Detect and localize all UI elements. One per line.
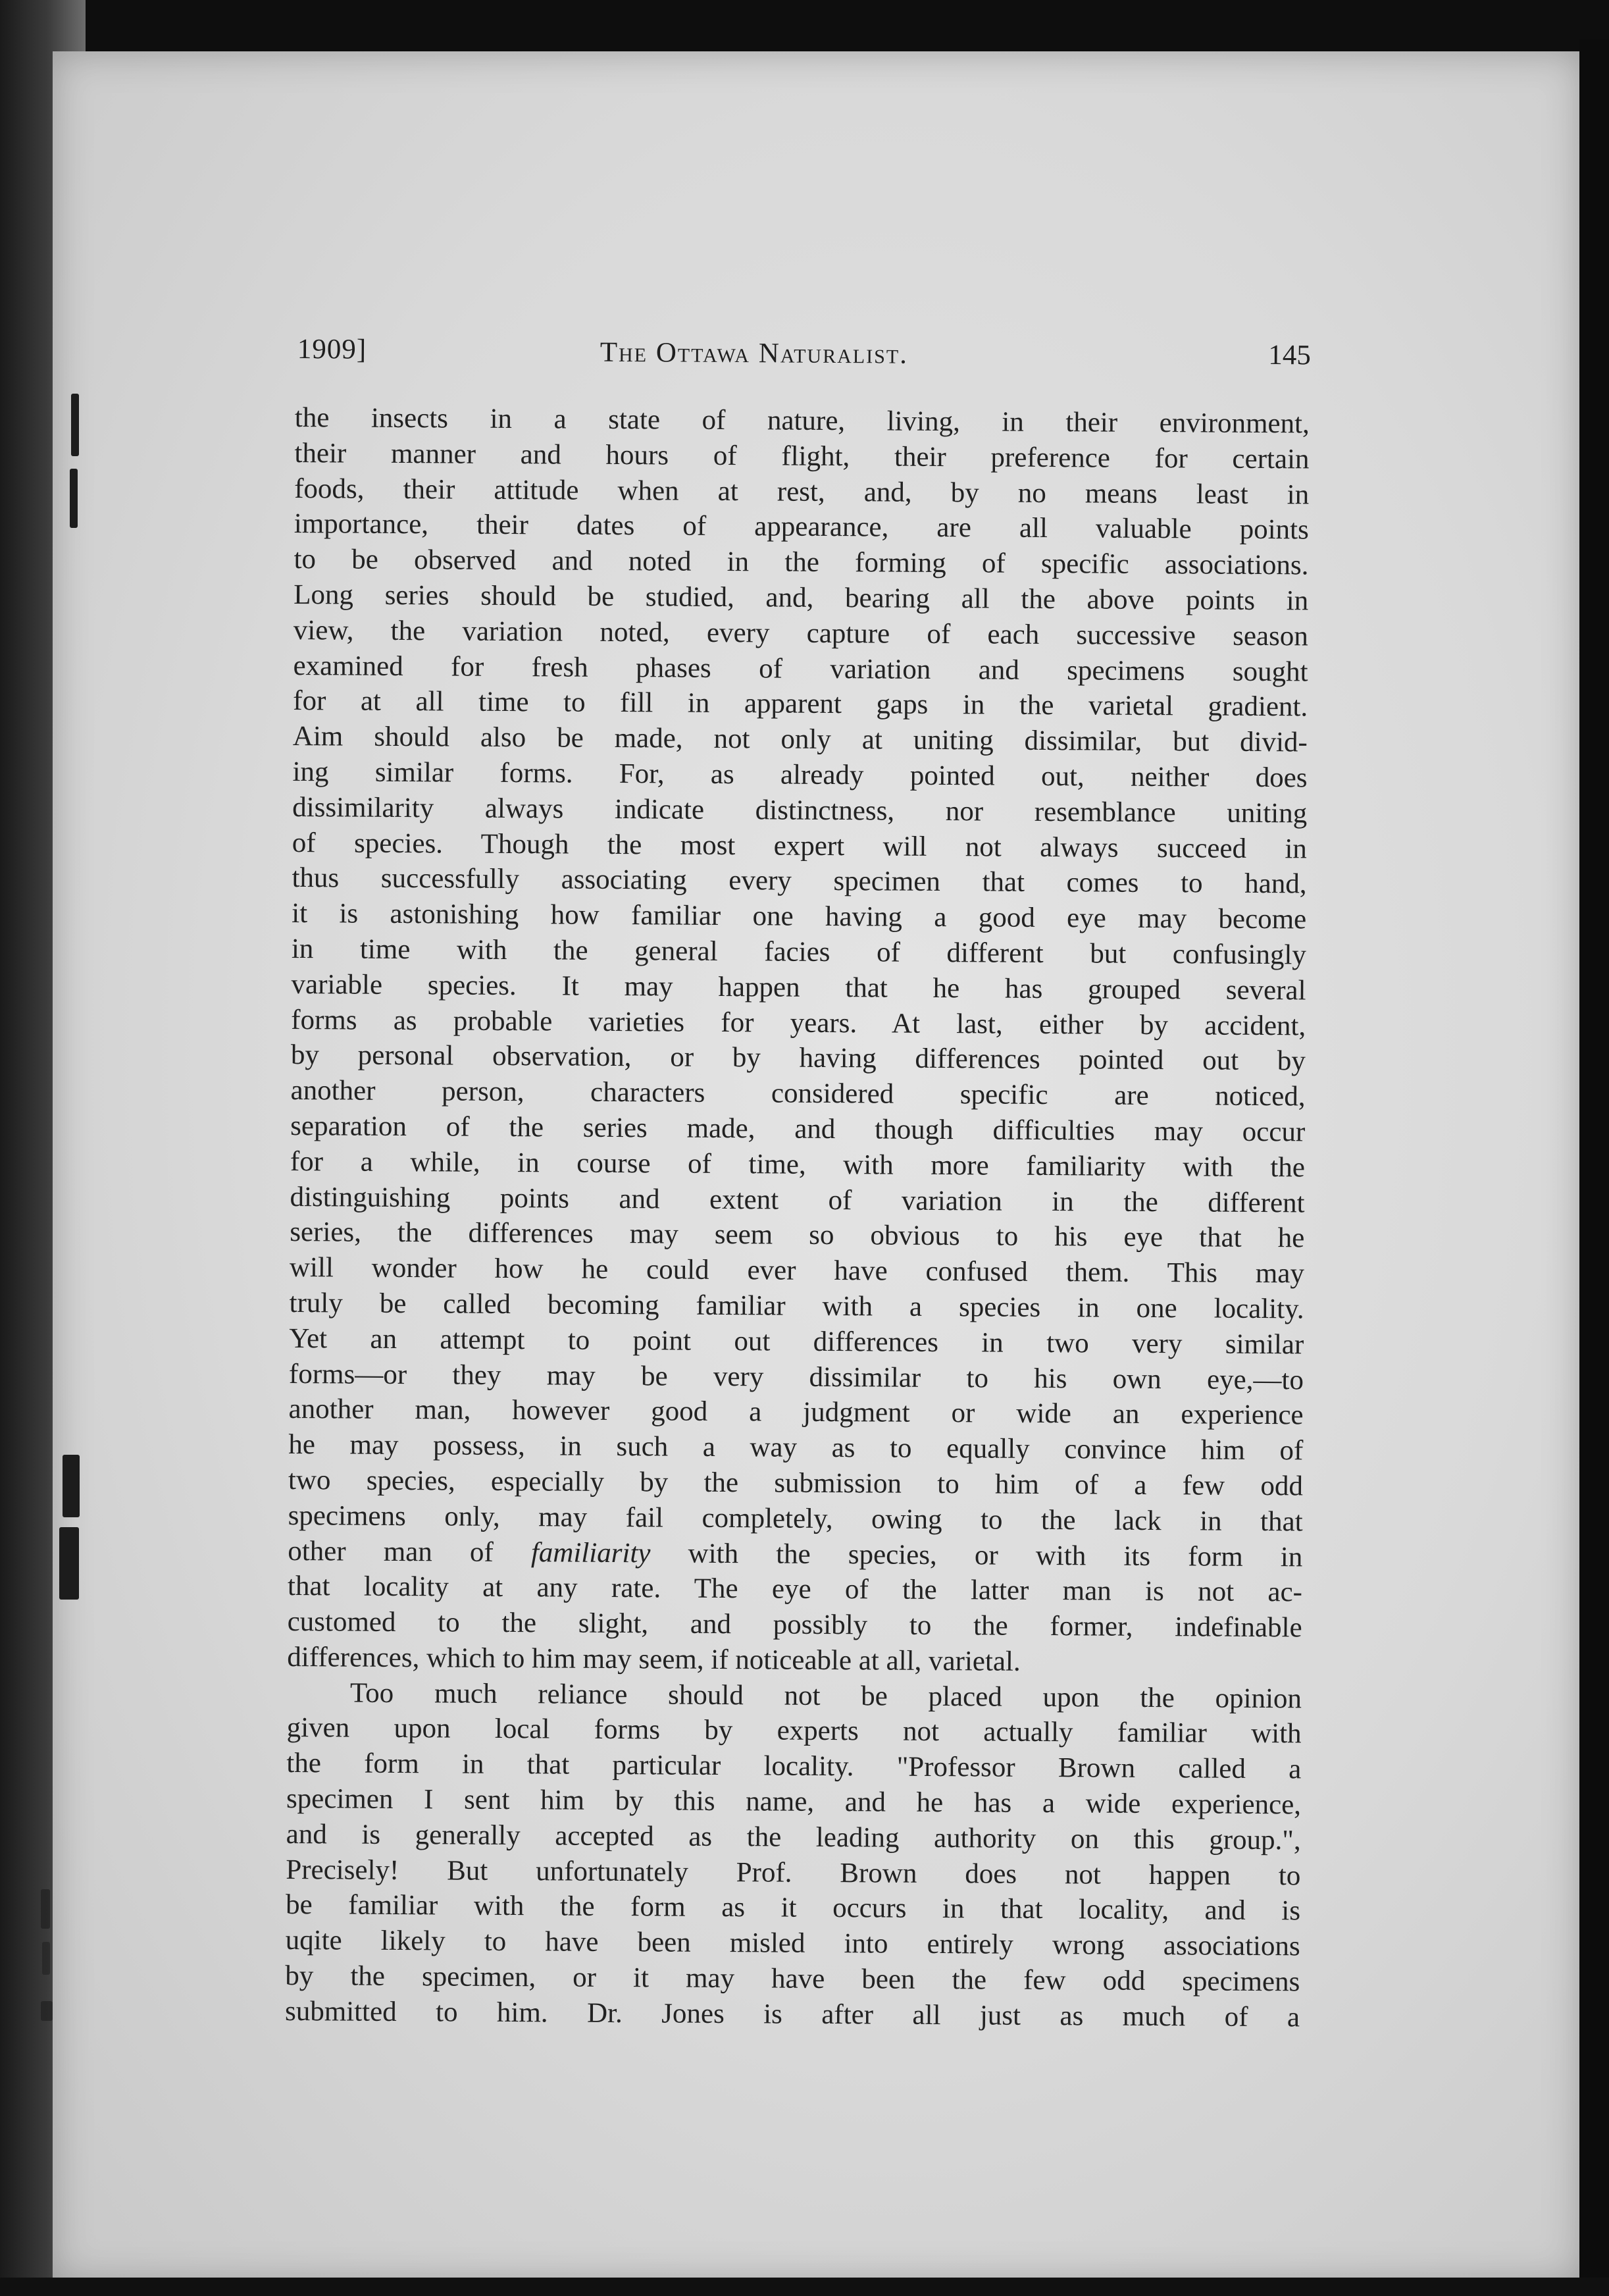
text-line: of species. Though the most expert will not always succeed in — [292, 827, 1308, 864]
text-line: examined for fresh phases of variation and specimens sought — [293, 650, 1308, 687]
margin-mark — [41, 2001, 53, 2021]
text-line: specimen I sent him by this name, and he has a wide experience, — [286, 1783, 1302, 1821]
text-fragment: with the species, or with its form in — [688, 1538, 1303, 1573]
paragraph-first-line: Too much reliance should not be placed upon the opinion — [349, 1677, 1302, 1715]
text-line: it is astonishing how familiar one having a good eye may become — [292, 898, 1307, 935]
text-line: for a while, in course of time, with more familiarity with the — [290, 1145, 1306, 1184]
scan-bottom-edge — [0, 2278, 1609, 2296]
text-line: submitted to him. Dr. Jones is after all just as much of a — [284, 1995, 1300, 2033]
text-line: in time with the general facies of different but confusingly — [291, 933, 1307, 971]
text-line: to be observed and noted in the forming of specific associations. — [294, 544, 1309, 581]
text-line: uqite likely to have been misled into entirely wrong associations — [285, 1925, 1300, 1962]
margin-mark — [42, 1942, 50, 1975]
text-line: be familiar with the form as it occurs in that locality, and is — [285, 1889, 1301, 1927]
text-line: the insects in a state of nature, living, in their environment, — [294, 402, 1310, 440]
text-line: the form in that particular locality. "Professor Brown called a — [286, 1748, 1302, 1785]
text-line: Precisely! But unfortunately Prof. Brown does not happen to — [286, 1854, 1301, 1892]
text-line: for at all time to fill in apparent gaps in the varietal gradient. — [293, 685, 1308, 723]
text-line: truly be called becoming familiar with a species in one locality. — [289, 1287, 1304, 1325]
journal-title: The Ottawa Naturalist. — [600, 336, 909, 370]
margin-mark — [71, 394, 79, 456]
scan-right-edge — [1579, 39, 1609, 2296]
text-line: Yet an attempt to point out differences in two very similar — [289, 1322, 1304, 1361]
text-line-with-italic — [288, 1533, 1302, 1575]
text-line: ing similar forms. For, as already pointed out, neither does — [292, 756, 1308, 794]
text-line: distinguishing points and extent of variation in the different — [290, 1181, 1305, 1218]
scan-top-edge — [0, 0, 1609, 51]
text-line: Aim should also be made, not only at uniting dissimilar, but divid- — [292, 721, 1308, 758]
text-line: forms as probable varieties for years. At last, either by accident, — [291, 1004, 1306, 1041]
text-line: differences, which to him may seem, if noticeable at all, varietal. — [287, 1641, 1021, 1677]
text-line: given upon local forms by experts not actually familiar with — [286, 1712, 1302, 1750]
body-text — [285, 400, 1310, 2035]
text-line: separation of the series made, and though difficulties may occur — [290, 1110, 1306, 1148]
margin-mark — [63, 1455, 80, 1517]
text-line: variable species. It may happen that he has grouped several — [291, 968, 1306, 1006]
text-line: another man, however good a judgment or wide an experience — [288, 1394, 1304, 1431]
text-line: two species, especially by the submission to him of a few odd — [288, 1464, 1304, 1502]
text-line: that locality at any rate. The eye of the latter man is not ac- — [287, 1571, 1303, 1608]
text-line: foods, their attitude when at rest, and, by no means least in — [294, 473, 1310, 511]
header-year: 1909] — [297, 333, 367, 365]
text-line: by the specimen, or it may have been the few odd specimens — [285, 1960, 1300, 1998]
running-header — [297, 333, 1311, 385]
text-line: importance, their dates of appearance, are all valuable points — [294, 508, 1309, 546]
text-line: forms—or they may be very dissimilar to his own eye,—to — [288, 1358, 1304, 1396]
text-line: series, the differences may seem so obvious to his eye that he — [290, 1216, 1305, 1254]
text-line: will wonder how he could ever have confused them. This may — [289, 1252, 1305, 1290]
text-line: dissimilarity always indicate distinctness, nor resemblance uniting — [292, 791, 1308, 829]
text-line: thus successfully associating every specimen that comes to hand, — [292, 862, 1307, 900]
text-line: another person, characters considered specific are noticed, — [290, 1075, 1306, 1112]
text-fragment: other man of — [288, 1535, 494, 1568]
page-number: 145 — [1268, 340, 1311, 371]
italic-word: familiarity — [530, 1536, 651, 1569]
text-line: he may possess, in such a way as to equally convince him of — [288, 1429, 1304, 1467]
text-line: customed to the slight, and possibly to the former, indefinable — [287, 1606, 1302, 1644]
margin-mark — [59, 1527, 79, 1600]
text-line: specimens only, may fail completely, owing to the lack in that — [288, 1500, 1303, 1538]
text-line: and is generally accepted as the leading authority on this group.", — [286, 1818, 1301, 1856]
margin-mark — [70, 469, 78, 528]
text-line: by personal observation, or by having differences pointed out by — [290, 1039, 1306, 1077]
text-line: view, the variation noted, every capture of each successive season — [293, 614, 1308, 652]
text-line: their manner and hours of flight, their preference for certain — [294, 437, 1310, 475]
margin-mark — [41, 1889, 50, 1929]
text-line: Long series should be studied, and, bearing all the above points in — [294, 579, 1309, 617]
